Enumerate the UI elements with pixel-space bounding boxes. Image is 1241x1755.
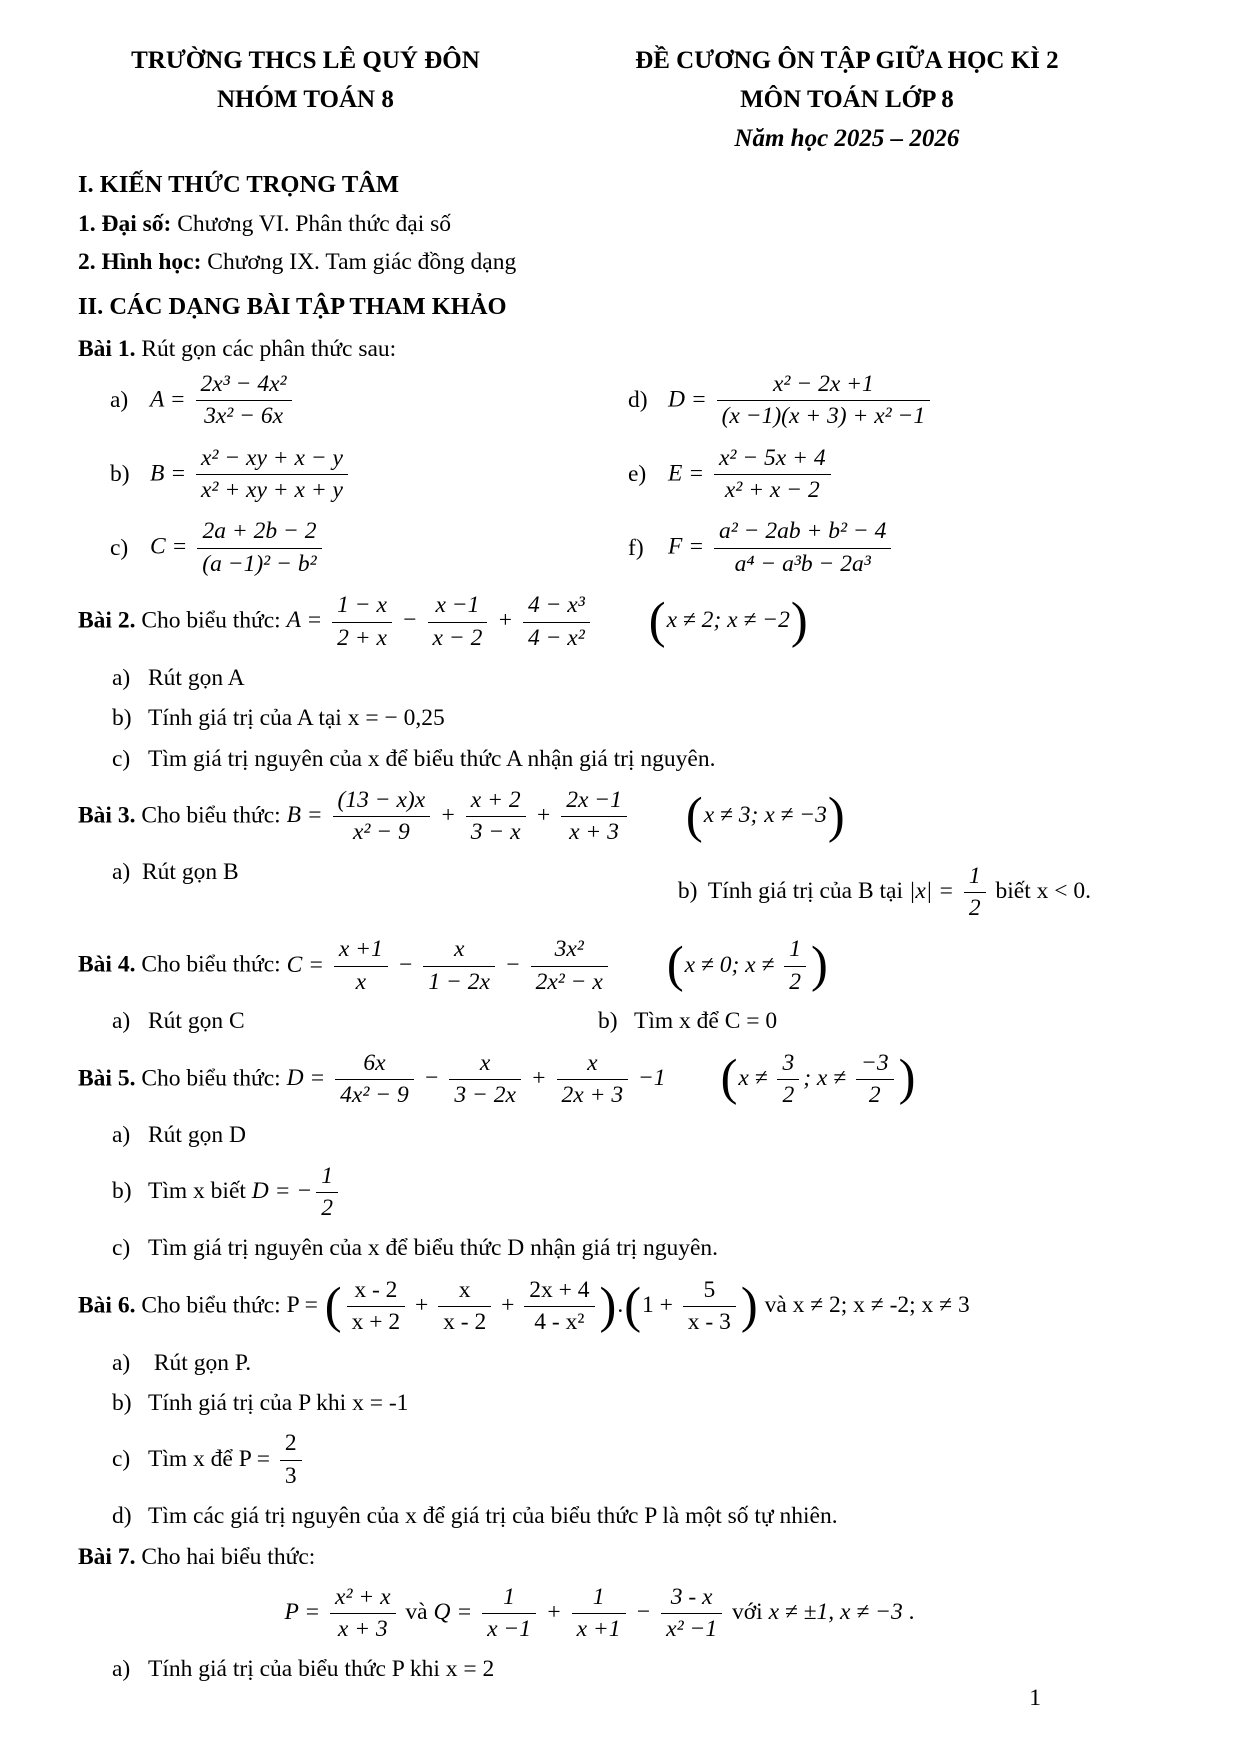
item-letter: d) (112, 1503, 132, 1530)
problem-label: Bài 4. (78, 951, 136, 978)
item-letter: b) (112, 1389, 132, 1416)
item-letter: c) (112, 745, 131, 772)
item-text: Rút gọn C (148, 1008, 245, 1035)
item-letter: f) (628, 534, 644, 561)
math-formula: B = $\frac{\text{x² − xy + x − y}}{\text{x² + xy + x + y}}$ (150, 442, 352, 508)
header-left (78, 42, 533, 120)
problem-5-item-b (112, 1160, 1161, 1226)
problem-label: Bài 5. (78, 1064, 136, 1091)
algebra-line (78, 208, 1161, 241)
problem-7 (78, 1541, 1161, 1686)
problem-7-item-a (112, 1653, 1161, 1686)
item-letter: b) (598, 1008, 618, 1035)
problem-5-head (78, 1047, 1161, 1113)
problem-3-head (78, 784, 1161, 850)
item-text: Rút gọn B (142, 858, 239, 885)
math-formula: A = $\frac{1 - x}{2 + x}$ − $\frac{x -1}{x - 2}$ + $\frac{\text{4 − x³}}{\text{4 − x²}}$ (x ≠ 2; x ≠ −2) (286, 592, 808, 651)
problem-7-head (78, 1541, 1161, 1574)
section-2-heading: II. CÁC DẠNG BÀI TẬP THAM KHẢO (78, 292, 507, 320)
item-letter: a) (110, 387, 129, 414)
problem-6 (78, 1274, 1161, 1534)
problem-4 (78, 933, 1161, 1038)
geometry-label: 2. Hình học: (78, 249, 202, 276)
problem-1 (78, 333, 1161, 582)
problem-6-item-a (112, 1347, 1161, 1380)
math-formula: F = $\frac{\text{a² − 2ab + b² − 4}}{\text{a⁴ − a³b − 2a³}}$ (668, 515, 895, 581)
math-formula: D = $\frac{\text{x² − 2x +1}}{\text{(x −1)(x + 3) + x² −1}}$ (668, 368, 934, 434)
math-formula: P = $\frac{\text{x² + x}}{x + 3}$ và Q = $\frac{1}{x -1}$ + $\frac{1}{x +1}$ − $\frac{3 - x}{\text{x² −1}}$ với x ≠ ±1, x ≠ −3 . (284, 1583, 915, 1643)
item-letter: b) (677, 877, 698, 904)
problem-2-head (78, 589, 1161, 655)
algebra-text: Chương VI. Phân thức đại số (171, 211, 451, 238)
school-year: Năm học 2025 – 2026 (734, 124, 960, 152)
problem-4-items (78, 1005, 1161, 1038)
math-formula: B = $\frac{(13 - x)x}{\text{x² − 9}}$ + $\frac{x + 2}{3 - x}$ + $\frac{2x -1}{x + 3}$ (x ≠ 3; x ≠ −3) (286, 786, 845, 846)
problem-label: Bài 3. (78, 802, 136, 829)
problem-2-item-b (112, 702, 1161, 735)
page-header (78, 42, 1161, 158)
math-formula: C = $\frac{x +1}{x}$ − $\frac{x}{1 - 2x}$ − $\frac{\text{3x²}}{\text{2x² − x}}$ (x ≠ 0; x ≠ $\frac{1}{2}$ ) (286, 936, 828, 995)
problem-intro: Rút gọn các phân thức sau: (135, 335, 397, 362)
math-group-name: NHÓM TOÁN 8 (216, 85, 394, 113)
problem-1-item-e (628, 442, 1161, 508)
problem-1-item-b (110, 442, 628, 508)
math-formula: C = $\frac{2a + 2b - 2}{\text{(a −1)² − b²}}$ (150, 515, 326, 581)
item-text: Rút gọn A (148, 664, 245, 691)
math-formula: Tìm x biết D = − $\frac{1}{2}$ (148, 1178, 342, 1204)
problem-6-item-d (112, 1500, 1161, 1533)
section-1-heading: I. KIẾN THỨC TRỌNG TÂM (78, 171, 400, 199)
item-text: Tìm giá trị nguyên của x để biểu thức A nhận giá trị nguyên. (148, 745, 716, 772)
header-right (533, 42, 1161, 158)
page-number: 1 (1029, 1684, 1041, 1711)
problem-5-item-a (112, 1119, 1161, 1152)
problem-6-item-b (112, 1387, 1161, 1420)
problem-4-head (78, 933, 1161, 999)
item-letter: a) (112, 1008, 131, 1035)
item-letter: d) (628, 387, 648, 414)
math-formula: D = $\frac{6x}{\text{4x² − 9}}$ − $\frac{x}{3 - 2x}$ + $\frac{x}{2x + 3}$ −1 (x ≠ $\frac{3}{2}$ ; x ≠ $\frac{-3}{2}$ ) (286, 1049, 916, 1108)
item-letter: a) (112, 1349, 131, 1376)
algebra-label: 1. Đại số: (78, 211, 172, 238)
problem-3-items (78, 850, 1161, 926)
item-text: Tính giá trị của P khi x = -1 (148, 1389, 409, 1416)
problem-5 (78, 1047, 1161, 1266)
geometry-line (78, 246, 1161, 279)
problem-1-item-f (628, 515, 1161, 581)
item-text: Tính giá trị của A tại x = − 0,25 (148, 705, 445, 732)
problem-1-head (78, 333, 1161, 366)
math-formula: Tìm x để P = $\frac{2}{3}$ (148, 1446, 306, 1472)
item-letter: e) (628, 460, 647, 487)
problem-1-item-a (110, 368, 628, 434)
subject-title: MÔN TOÁN LỚP 8 (740, 85, 954, 113)
problem-4-item-b (598, 1005, 777, 1038)
problem-2 (78, 589, 1161, 776)
problem-intro: Cho biểu thức: (135, 1292, 287, 1319)
problem-4-item-a (112, 1005, 598, 1038)
math-formula: E = $\frac{\text{x² − 5x + 4}}{\text{x² + x − 2}}$ (668, 442, 835, 508)
item-letter: c) (112, 1235, 131, 1262)
item-text: Rút gọn D (148, 1122, 246, 1149)
item-text: Tìm giá trị nguyên của x để biểu thức D nhận giá trị nguyên. (148, 1235, 719, 1262)
problem-intro: Cho biểu thức: (135, 607, 287, 634)
item-text: Tìm các giá trị nguyên của x để giá trị của biểu thức P là một số tự nhiên. (148, 1503, 838, 1530)
item-letter: a) (112, 858, 131, 885)
item-letter: a) (112, 1656, 131, 1683)
item-letter: c) (110, 534, 129, 561)
problem-1-grid (110, 368, 1161, 581)
problem-1-item-c (110, 515, 628, 581)
problem-5-item-c (112, 1232, 1161, 1265)
item-letter: b) (112, 1177, 132, 1204)
problem-1-item-d (628, 368, 1161, 434)
problem-intro: Cho biểu thức: (135, 802, 287, 829)
problem-3-item-a (112, 856, 239, 889)
school-name: TRƯỜNG THCS LÊ QUÝ ĐÔN (131, 47, 480, 74)
problem-intro: Cho biểu thức: (135, 951, 287, 978)
problem-3-item-b (678, 860, 1091, 926)
item-letter: c) (112, 1445, 131, 1472)
item-text: Tính giá trị của biểu thức P khi x = 2 (148, 1656, 495, 1683)
problem-7-formula-line (78, 1581, 1121, 1647)
item-letter: a) (112, 1122, 131, 1149)
problem-label: Bài 6. (78, 1292, 136, 1319)
document-title: ĐỀ CƯƠNG ÔN TẬP GIỮA HỌC KÌ 2 (635, 47, 1059, 74)
problem-6-item-c (112, 1427, 1161, 1493)
item-text: Rút gọn P. (148, 1349, 252, 1376)
item-text: Tìm x để C = 0 (634, 1008, 778, 1035)
problem-2-item-c (112, 743, 1161, 776)
problem-intro: Cho hai biểu thức: (135, 1544, 316, 1571)
math-formula: A = $\frac{\text{2x³ − 4x²}}{\text{3x² − 6x}}$ (150, 368, 296, 434)
problem-intro: Cho biểu thức: (135, 1064, 287, 1091)
item-letter: b) (110, 460, 130, 487)
problem-3 (78, 784, 1161, 926)
item-letter: a) (112, 664, 131, 691)
geometry-text: Chương IX. Tam giác đồng dạng (201, 249, 517, 276)
problem-label: Bài 2. (78, 607, 136, 634)
math-formula: P = ( $\frac{x - 2}{x + 2}$ + $\frac{x}{x - 2}$ + $\frac{2x + 4}{\text{4 - x²}}$ ).(1 + $\frac{5}{x - 3}$ ) và x ≠ 2; x ≠ -2; x ≠ 3 (286, 1276, 970, 1336)
math-formula: Tính giá trị của B tại |x| = $\frac{1}{2}$ biết x < 0. (707, 862, 1091, 922)
item-letter: b) (112, 705, 132, 732)
problem-6-head (78, 1274, 1161, 1340)
problem-label: Bài 1. (78, 335, 136, 362)
problem-label: Bài 7. (78, 1544, 136, 1571)
problem-2-item-a (112, 662, 1161, 695)
